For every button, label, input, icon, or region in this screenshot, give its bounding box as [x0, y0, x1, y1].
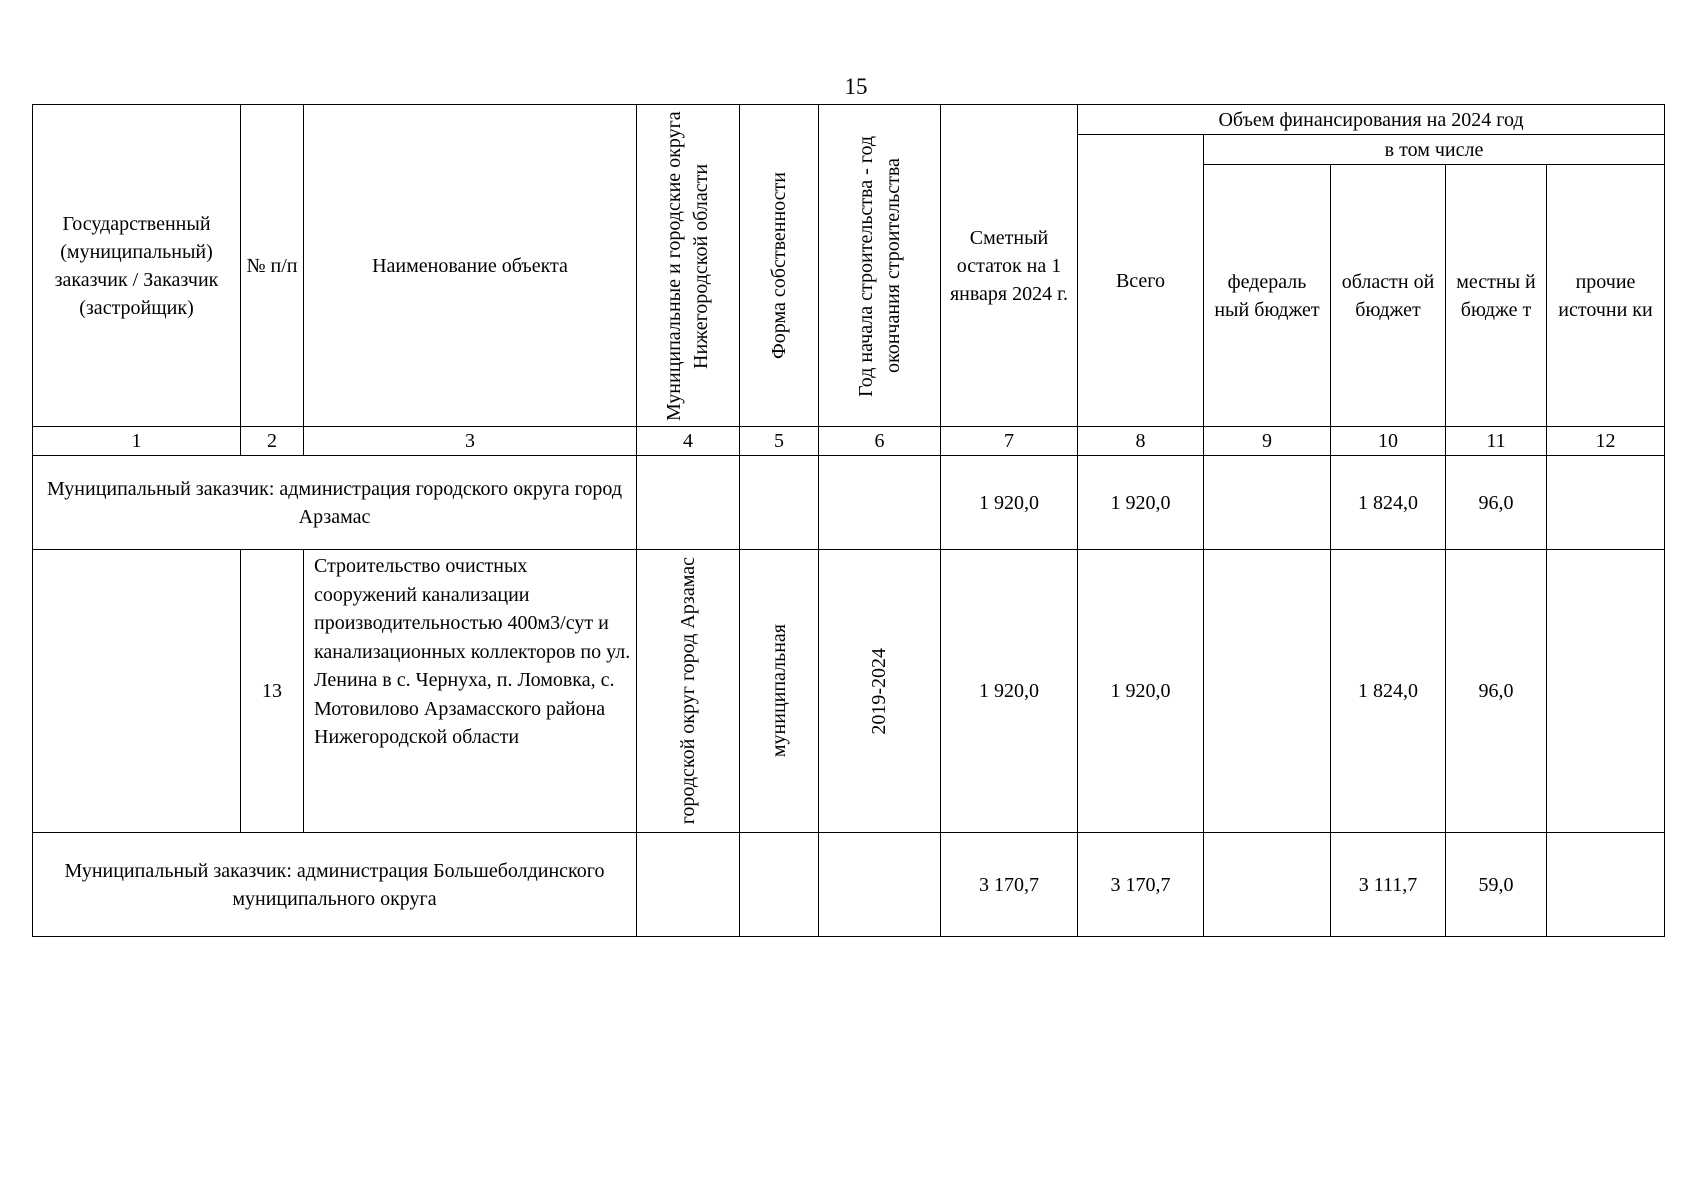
header-customer: Государственный (муниципальный) заказчик / Заказчик (застройщик) — [33, 105, 241, 427]
column-number: 2 — [241, 427, 304, 456]
column-number: 3 — [304, 427, 637, 456]
header-total: Всего — [1078, 135, 1204, 427]
row-customer: Муниципальный заказчик: администрация городского округа город Арзамас — [33, 456, 637, 550]
table-row — [33, 456, 1665, 550]
row-total: 1 920,0 — [1078, 550, 1204, 833]
row-object-name: Строительство очистных сооружений канализации производительностью 400м3/сут и канализационных коллекторов по ул. Ленина в с. Чернуха, п. Ломовка, с. Мотовилово Арзамасского района Нижегородской области — [304, 550, 637, 833]
header-years — [819, 105, 941, 427]
row-customer — [33, 550, 241, 833]
table-row — [33, 550, 1665, 833]
header-local: местны й бюдже т — [1446, 165, 1547, 427]
header-row-1 — [33, 105, 1665, 135]
row-regional: 3 111,7 — [1331, 833, 1446, 937]
row-federal — [1204, 833, 1331, 937]
row-federal — [1204, 550, 1331, 833]
header-number: № п/п — [241, 105, 304, 427]
row-years — [819, 456, 941, 550]
row-customer: Муниципальный заказчик: администрация Большеболдинского муниципального округа — [33, 833, 637, 937]
row-local: 59,0 — [1446, 833, 1547, 937]
row-total: 3 170,7 — [1078, 833, 1204, 937]
row-ownership-text: муниципальная — [767, 624, 790, 758]
header-municipalities — [637, 105, 740, 427]
column-number: 8 — [1078, 427, 1204, 456]
row-local: 96,0 — [1446, 550, 1547, 833]
financing-table — [32, 104, 1665, 937]
row-local: 96,0 — [1446, 456, 1547, 550]
row-estimate-balance: 3 170,7 — [941, 833, 1078, 937]
row-years-text: 2019-2024 — [868, 647, 890, 735]
column-number: 6 — [819, 427, 941, 456]
row-regional: 1 824,0 — [1331, 456, 1446, 550]
row-ownership — [740, 833, 819, 937]
table-row — [33, 833, 1665, 937]
header-estimate-balance: Сметный остаток на 1 января 2024 г. — [941, 105, 1078, 427]
row-municipality-text: городской округ город Арзамас — [676, 557, 699, 825]
row-ownership — [740, 456, 819, 550]
header-financing-title: Объем финансирования на 2024 год — [1078, 105, 1665, 135]
row-total: 1 920,0 — [1078, 456, 1204, 550]
row-municipality — [637, 550, 740, 833]
row-other — [1547, 833, 1665, 937]
header-including: в том числе — [1204, 135, 1665, 165]
header-ownership — [740, 105, 819, 427]
column-number: 7 — [941, 427, 1078, 456]
header-other: прочие источни ки — [1547, 165, 1665, 427]
header-years-text: Год начала строительства - год окончания строительства — [854, 134, 904, 397]
row-ownership — [740, 550, 819, 833]
header-federal: федераль ный бюджет — [1204, 165, 1331, 427]
column-number: 10 — [1331, 427, 1446, 456]
row-regional: 1 824,0 — [1331, 550, 1446, 833]
row-estimate-balance: 1 920,0 — [941, 550, 1078, 833]
header-ownership-text: Форма собственности — [767, 172, 790, 359]
column-number: 4 — [637, 427, 740, 456]
row-municipality — [637, 833, 740, 937]
header-municipalities-text: Муниципальные и городские округа Нижегородской области — [663, 110, 712, 421]
row-other — [1547, 456, 1665, 550]
header-object-name: Наименование объекта — [304, 105, 637, 427]
row-municipality — [637, 456, 740, 550]
header-regional: областн ой бюджет — [1331, 165, 1446, 427]
page-number: 15 — [844, 74, 868, 99]
row-number: 13 — [241, 550, 304, 833]
column-number: 9 — [1204, 427, 1331, 456]
column-number: 11 — [1446, 427, 1547, 456]
column-number: 5 — [740, 427, 819, 456]
column-number-row — [33, 427, 1665, 456]
row-federal — [1204, 456, 1331, 550]
row-years — [819, 833, 941, 937]
column-number: 12 — [1547, 427, 1665, 456]
row-other — [1547, 550, 1665, 833]
row-years — [819, 550, 941, 833]
column-number: 1 — [33, 427, 241, 456]
row-estimate-balance: 1 920,0 — [941, 456, 1078, 550]
